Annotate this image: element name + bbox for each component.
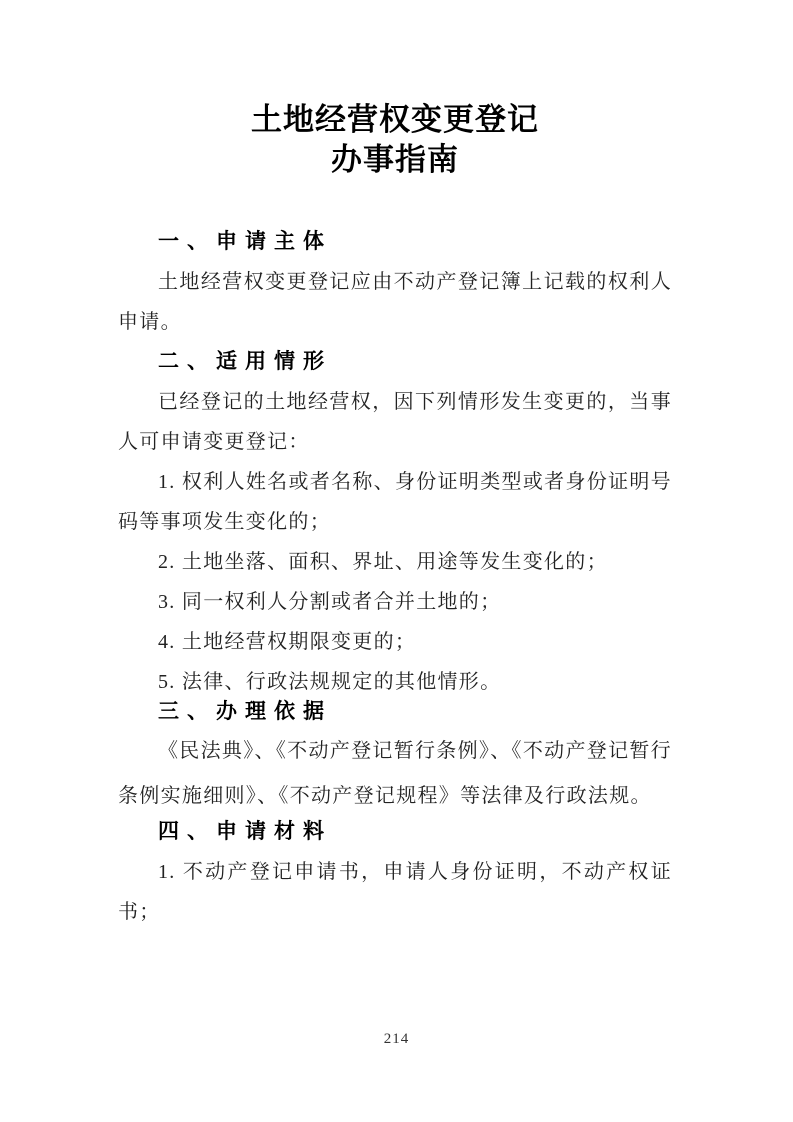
list-item: 5. 法律、行政法规规定的其他情形。 [158,671,502,693]
page-number: 214 [383,1031,410,1047]
paragraph: 已经登记的土地经营权，因下列情形发生变更的，当事人可申请变更登记： [118,391,672,453]
section-heading-applicable-situations: 二、适用情形 [158,350,332,373]
paragraph: 土地经营权变更登记应由不动产登记簿上记载的权利人申请。 [118,271,672,333]
list-item: 1. 权利人姓名或者名称、身份证明类型或者身份证明号码等事项发生变化的； [118,471,672,533]
section-applicant [118,222,672,342]
list-item: 4. 土地经营权期限变更的； [158,631,417,653]
section-heading-processing-basis: 三、办理依据 [158,700,332,723]
document-content [0,100,793,932]
paragraph: 《民法典》、《不动产登记暂行条例》、《不动产登记暂行条例实施细则》、《不动产登记规程》等法律及行政法规。 [118,740,672,807]
section-heading-applicant: 一、申请主体 [158,230,332,253]
section-heading-application-materials: 四、申请材料 [158,820,332,843]
document-title [118,100,672,180]
section-applicable-situations [118,342,672,702]
document-title-line-2: 办事指南 [331,142,459,177]
document-title-line-1: 土地经营权变更登记 [251,102,539,137]
list-item: 2. 土地坐落、面积、界址、用途等发生变化的； [158,551,608,573]
section-application-materials [118,812,672,932]
list-item: 1. 不动产登记申请书，申请人身份证明，不动产权证书； [118,861,672,923]
list-item: 3. 同一权利人分割或者合并土地的； [158,591,502,613]
section-processing-basis [118,692,672,819]
